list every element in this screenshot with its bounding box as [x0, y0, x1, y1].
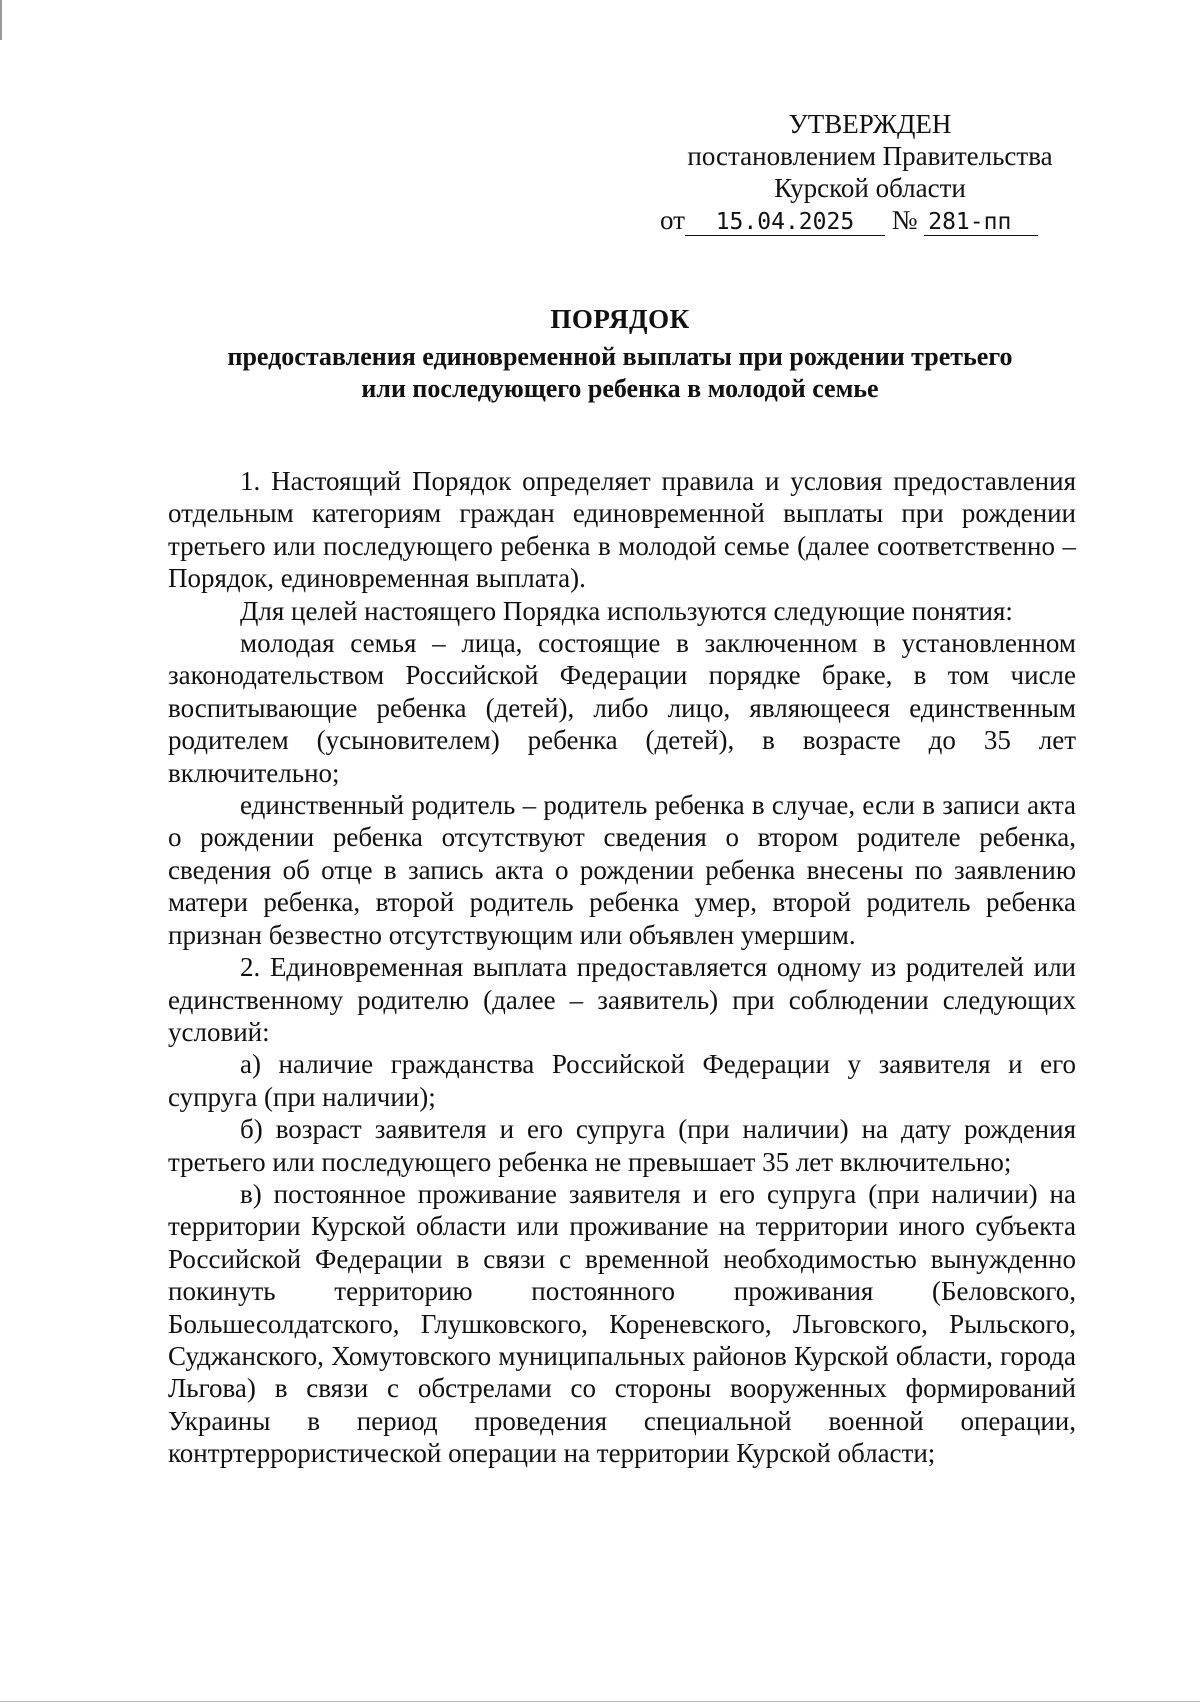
scan-edge-mark [0, 0, 2, 40]
approval-line-1: постановлением Правительства [687, 141, 1053, 171]
approval-number: 281-пп [924, 209, 1038, 236]
paragraph-2: 2. Единовременная выплата предоставляется одному из родителей или единственному родителю (далее – заявитель) при соблюдении следующих условий: [168, 952, 1076, 1047]
paragraph-young-family: молодая семья – лица, состоящие в заключенном в установленном законодательством Российской Федерации порядке браке, в том числе воспитывающие ребенка (детей), либо лицо, являющееся единственным родителем (усыновителем) ребенка (детей), в возрасте до 35 лет включительно; [168, 628, 1076, 788]
document-title [160, 303, 1080, 405]
approval-date-line [660, 204, 1080, 236]
paragraph-1: 1. Настоящий Порядок определяет правила и условия предоставления отдельным категориям граждан единовременной выплаты при рождении третьего или последующего ребенка в молодой семье (далее соответственно – Порядок, единовременная выплата). [168, 466, 1076, 594]
approval-date: 15.04.2025 [685, 209, 885, 236]
title-main: ПОРЯДОК [550, 304, 690, 334]
scan-edge-line [0, 1701, 1200, 1702]
document-body [168, 465, 1076, 1470]
paragraph-condition-b: б) возраст заявителя и его супруга (при наличии) на дату рождения третьего или последующего ребенка не превышает 35 лет включительно; [168, 1114, 1076, 1177]
paragraph-single-parent: единственный родитель – родитель ребенка в случае, если в записи акта о рождении ребенка отсутствуют сведения о втором родителе ребенка, сведения об отце в запись акта о рождении ребенка внесены по заявлению матери ребенка, второй родитель ребенка умер, второй родитель ребенка признан безвестно отсутствующим или объявлен умершим. [168, 790, 1076, 950]
approval-line-2: Курской области [774, 173, 966, 203]
approval-stamp-block [660, 108, 1080, 236]
date-prefix: от [660, 205, 685, 235]
paragraph-definitions-intro: Для целей настоящего Порядка используются следующие понятия: [240, 595, 1013, 626]
title-subtitle-line-2: или последующего ребенка в молодой семье [361, 374, 879, 403]
approval-heading: УТВЕРЖДЕН [788, 109, 952, 139]
number-prefix: № [891, 205, 918, 235]
title-subtitle-line-1: предоставления единовременной выплаты при рождении третьего [227, 342, 1013, 371]
title-subtitle [160, 341, 1080, 405]
paragraph-condition-c: в) постоянное проживание заявителя и его супруга (при наличии) на территории Курской области или проживание на территории иного субъекта Российской Федерации в связи с временной необходимостью вынужденно покинуть территорию постоянного проживания (Беловского, Большесолдатского, Глушковского, Кореневского, Льговского, Рыльского, Суджанского, Хомутовского муниципальных районов Курской области, города Льгова) в связи с обстрелами со стороны вооруженных формирований Украины в период проведения специальной военной операции, контртеррористической операции на территории Курской области; [168, 1178, 1076, 1469]
paragraph-condition-a: а) наличие гражданства Российской Федерации у заявителя и его супруга (при наличии); [168, 1049, 1076, 1112]
